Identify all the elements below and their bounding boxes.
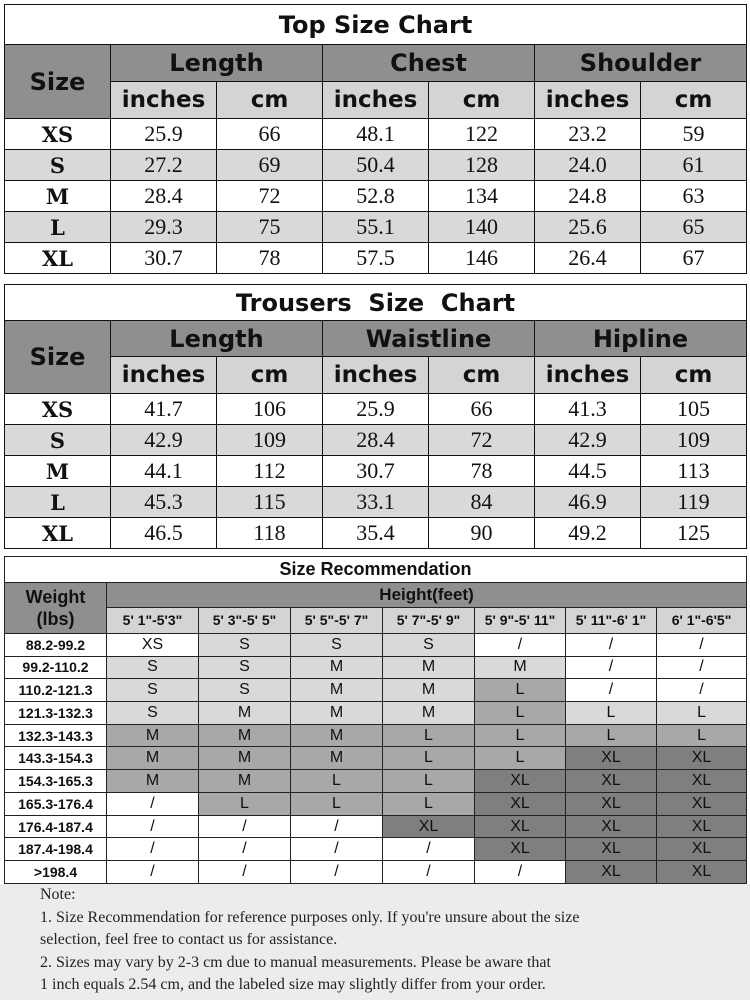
recommended-size-cell: XL	[566, 838, 657, 861]
unit-cm: cm	[217, 357, 323, 394]
measurement-cell: 48.1	[323, 119, 429, 150]
size-row	[5, 487, 747, 518]
recommended-size-cell: M	[383, 679, 475, 702]
measurement-cell: 25.9	[111, 119, 217, 150]
recommended-size-cell: M	[383, 656, 475, 679]
recommended-size-cell: M	[291, 724, 383, 747]
measurement-cell: 25.9	[323, 394, 429, 425]
length-header: Length	[111, 321, 323, 357]
recommended-size-cell: L	[199, 792, 291, 815]
recommended-size-cell: /	[657, 633, 747, 656]
weight-row	[5, 792, 747, 815]
weight-header: Weight (lbs)	[5, 583, 107, 634]
size-row	[5, 150, 747, 181]
recommended-size-cell: S	[107, 656, 199, 679]
measurement-cell: 26.4	[535, 243, 641, 274]
measurement-cell: 61	[641, 150, 747, 181]
measurement-cell: 49.2	[535, 518, 641, 549]
recommended-size-cell: L	[383, 747, 475, 770]
recommended-size-cell: XL	[475, 838, 566, 861]
size-cell: XL	[5, 243, 111, 274]
height-range-header: 5' 3"-5' 5"	[199, 607, 291, 633]
recommended-size-cell: M	[199, 770, 291, 793]
measurement-cell: 106	[217, 394, 323, 425]
weight-row	[5, 633, 747, 656]
note-line: selection, feel free to contact us for assistance.	[40, 931, 338, 948]
unit-cm: cm	[641, 82, 747, 119]
recommended-size-cell: L	[657, 724, 747, 747]
measurement-cell: 24.8	[535, 181, 641, 212]
measurement-cell: 109	[641, 425, 747, 456]
measurement-cell: 90	[429, 518, 535, 549]
note-line: 1 inch equals 2.54 cm, and the labeled size may slightly differ from your order.	[40, 976, 546, 993]
size-row	[5, 456, 747, 487]
recommended-size-cell: L	[566, 724, 657, 747]
measurement-cell: 42.9	[535, 425, 641, 456]
notes-heading: Note:	[40, 886, 76, 903]
size-header: Size	[5, 45, 111, 119]
unit-cm: cm	[429, 82, 535, 119]
recommended-size-cell: M	[291, 679, 383, 702]
measurement-cell: 105	[641, 394, 747, 425]
hipline-header: Hipline	[535, 321, 747, 357]
size-row	[5, 181, 747, 212]
measurement-cell: 109	[217, 425, 323, 456]
recommended-size-cell: XL	[657, 747, 747, 770]
measurement-cell: 52.8	[323, 181, 429, 212]
recommended-size-cell: XL	[383, 815, 475, 838]
size-row	[5, 212, 747, 243]
size-cell: XL	[5, 518, 111, 549]
weight-range-cell: 143.3-154.3	[5, 747, 107, 770]
height-range-header: 5' 7"-5' 9"	[383, 607, 475, 633]
trousers-chart-body	[5, 394, 747, 549]
recommended-size-cell: /	[199, 815, 291, 838]
recommended-size-cell: /	[566, 656, 657, 679]
weight-range-cell: 99.2-110.2	[5, 656, 107, 679]
weight-row	[5, 747, 747, 770]
size-cell: L	[5, 212, 111, 243]
measurement-cell: 46.9	[535, 487, 641, 518]
measurement-cell: 78	[217, 243, 323, 274]
measurement-cell: 30.7	[111, 243, 217, 274]
measurement-cell: 113	[641, 456, 747, 487]
weight-range-cell: 132.3-143.3	[5, 724, 107, 747]
top-chart-body	[5, 119, 747, 274]
weight-row	[5, 770, 747, 793]
recommended-size-cell: L	[657, 702, 747, 725]
size-row	[5, 119, 747, 150]
recommended-size-cell: XL	[566, 815, 657, 838]
recommended-size-cell: XL	[657, 861, 747, 884]
recommended-size-cell: /	[107, 792, 199, 815]
recommended-size-cell: S	[199, 656, 291, 679]
recommended-size-cell: /	[475, 861, 566, 884]
measurement-cell: 33.1	[323, 487, 429, 518]
measurement-cell: 28.4	[111, 181, 217, 212]
trousers-chart-title: Trousers Size Chart	[5, 285, 747, 321]
measurement-cell: 66	[217, 119, 323, 150]
measurement-cell: 25.6	[535, 212, 641, 243]
measurement-cell: 44.1	[111, 456, 217, 487]
measurement-cell: 72	[429, 425, 535, 456]
recommended-size-cell: /	[383, 838, 475, 861]
recommended-size-cell: M	[475, 656, 566, 679]
unit-inches: inches	[535, 82, 641, 119]
notes-section	[0, 884, 750, 1000]
height-header: Height(feet)	[107, 583, 747, 607]
waistline-header: Waistline	[323, 321, 535, 357]
recommended-size-cell: /	[291, 838, 383, 861]
unit-inches: inches	[535, 357, 641, 394]
unit-inches: inches	[111, 357, 217, 394]
recommended-size-cell: XL	[566, 770, 657, 793]
length-header: Length	[111, 45, 323, 82]
recommended-size-cell: L	[383, 770, 475, 793]
recommended-size-cell: L	[383, 792, 475, 815]
measurement-cell: 41.3	[535, 394, 641, 425]
recommended-size-cell: L	[475, 747, 566, 770]
size-header: Size	[5, 321, 111, 394]
recommended-size-cell: XL	[475, 770, 566, 793]
recommended-size-cell: /	[291, 861, 383, 884]
weight-row	[5, 724, 747, 747]
recommendation-body	[5, 633, 747, 883]
recommended-size-cell: L	[291, 792, 383, 815]
height-range-header: 6' 1"-6'5"	[657, 607, 747, 633]
recommended-size-cell: /	[566, 633, 657, 656]
measurement-cell: 118	[217, 518, 323, 549]
recommended-size-cell: XS	[107, 633, 199, 656]
recommended-size-cell: L	[475, 679, 566, 702]
measurement-cell: 45.3	[111, 487, 217, 518]
recommended-size-cell: M	[291, 747, 383, 770]
height-range-header: 5' 1"-5'3"	[107, 607, 199, 633]
recommended-size-cell: M	[199, 747, 291, 770]
measurement-cell: 119	[641, 487, 747, 518]
top-size-chart	[4, 4, 747, 274]
measurement-cell: 67	[641, 243, 747, 274]
recommended-size-cell: S	[107, 702, 199, 725]
recommended-size-cell: /	[383, 861, 475, 884]
weight-row	[5, 679, 747, 702]
recommended-size-cell: /	[107, 861, 199, 884]
recommended-size-cell: /	[199, 838, 291, 861]
measurement-cell: 112	[217, 456, 323, 487]
size-row	[5, 394, 747, 425]
weight-range-cell: 154.3-165.3	[5, 770, 107, 793]
measurement-cell: 125	[641, 518, 747, 549]
recommended-size-cell: M	[107, 724, 199, 747]
measurement-cell: 128	[429, 150, 535, 181]
recommended-size-cell: S	[199, 633, 291, 656]
recommended-size-cell: XL	[566, 747, 657, 770]
recommended-size-cell: /	[657, 656, 747, 679]
measurement-cell: 72	[217, 181, 323, 212]
size-cell: M	[5, 456, 111, 487]
size-cell: S	[5, 425, 111, 456]
weight-range-cell: 88.2-99.2	[5, 633, 107, 656]
recommended-size-cell: S	[107, 679, 199, 702]
note-line: 2. Sizes may vary by 2-3 cm due to manual measurements. Please be aware that	[40, 953, 551, 971]
recommended-size-cell: XL	[657, 792, 747, 815]
measurement-cell: 65	[641, 212, 747, 243]
measurement-cell: 63	[641, 181, 747, 212]
recommended-size-cell: /	[291, 815, 383, 838]
recommended-size-cell: XL	[657, 815, 747, 838]
weight-range-cell: 187.4-198.4	[5, 838, 107, 861]
recommended-size-cell: S	[291, 633, 383, 656]
measurement-cell: 146	[429, 243, 535, 274]
measurement-cell: 24.0	[535, 150, 641, 181]
shoulder-header: Shoulder	[535, 45, 747, 82]
size-row	[5, 425, 747, 456]
weight-row	[5, 702, 747, 725]
measurement-cell: 57.5	[323, 243, 429, 274]
recommended-size-cell: XL	[475, 792, 566, 815]
measurement-cell: 50.4	[323, 150, 429, 181]
measurement-cell: 84	[429, 487, 535, 518]
measurement-cell: 55.1	[323, 212, 429, 243]
weight-range-cell: 165.3-176.4	[5, 792, 107, 815]
unit-inches: inches	[323, 357, 429, 394]
chest-header: Chest	[323, 45, 535, 82]
recommended-size-cell: S	[199, 679, 291, 702]
size-cell: XS	[5, 394, 111, 425]
recommended-size-cell: XL	[475, 815, 566, 838]
weight-range-cell: 110.2-121.3	[5, 679, 107, 702]
size-row	[5, 243, 747, 274]
recommended-size-cell: /	[199, 861, 291, 884]
note-line: 1. Size Recommendation for reference purposes only. If you're unsure about the size	[40, 908, 580, 926]
recommended-size-cell: L	[475, 702, 566, 725]
recommended-size-cell: XL	[657, 838, 747, 861]
recommended-size-cell: S	[383, 633, 475, 656]
measurement-cell: 35.4	[323, 518, 429, 549]
height-range-header: 5' 9"-5' 11"	[475, 607, 566, 633]
recommended-size-cell: /	[107, 838, 199, 861]
size-cell: M	[5, 181, 111, 212]
recommended-size-cell: XL	[566, 861, 657, 884]
unit-cm: cm	[429, 357, 535, 394]
measurement-cell: 30.7	[323, 456, 429, 487]
measurement-cell: 29.3	[111, 212, 217, 243]
recommended-size-cell: L	[383, 724, 475, 747]
measurement-cell: 78	[429, 456, 535, 487]
recommended-size-cell: L	[566, 702, 657, 725]
weight-range-cell: 121.3-132.3	[5, 702, 107, 725]
measurement-cell: 140	[429, 212, 535, 243]
measurement-cell: 23.2	[535, 119, 641, 150]
unit-inches: inches	[111, 82, 217, 119]
recommended-size-cell: M	[199, 702, 291, 725]
weight-row	[5, 838, 747, 861]
weight-row	[5, 656, 747, 679]
measurement-cell: 44.5	[535, 456, 641, 487]
measurement-cell: 115	[217, 487, 323, 518]
height-range-header: 5' 11"-6' 1"	[566, 607, 657, 633]
recommended-size-cell: M	[107, 747, 199, 770]
top-chart-title: Top Size Chart	[5, 5, 747, 45]
recommended-size-cell: M	[107, 770, 199, 793]
weight-range-cell: 176.4-187.4	[5, 815, 107, 838]
size-cell: XS	[5, 119, 111, 150]
recommended-size-cell: XL	[566, 792, 657, 815]
size-row	[5, 518, 747, 549]
recommended-size-cell: L	[475, 724, 566, 747]
recommended-size-cell: /	[566, 679, 657, 702]
recommended-size-cell: M	[291, 656, 383, 679]
weight-row	[5, 815, 747, 838]
size-recommendation-table	[4, 556, 747, 884]
height-range-header: 5' 5"-5' 7"	[291, 607, 383, 633]
trousers-size-chart	[4, 284, 747, 549]
recommended-size-cell: /	[657, 679, 747, 702]
measurement-cell: 69	[217, 150, 323, 181]
recommended-size-cell: M	[199, 724, 291, 747]
measurement-cell: 28.4	[323, 425, 429, 456]
measurement-cell: 27.2	[111, 150, 217, 181]
recommended-size-cell: M	[291, 702, 383, 725]
recommended-size-cell: /	[475, 633, 566, 656]
measurement-cell: 42.9	[111, 425, 217, 456]
size-cell: S	[5, 150, 111, 181]
recommended-size-cell: /	[107, 815, 199, 838]
weight-range-cell: >198.4	[5, 861, 107, 884]
recommended-size-cell: XL	[657, 770, 747, 793]
measurement-cell: 46.5	[111, 518, 217, 549]
measurement-cell: 66	[429, 394, 535, 425]
measurement-cell: 122	[429, 119, 535, 150]
recommendation-title: Size Recommendation	[5, 557, 747, 583]
measurement-cell: 134	[429, 181, 535, 212]
unit-cm: cm	[641, 357, 747, 394]
measurement-cell: 59	[641, 119, 747, 150]
unit-cm: cm	[217, 82, 323, 119]
measurement-cell: 75	[217, 212, 323, 243]
measurement-cell: 41.7	[111, 394, 217, 425]
weight-row	[5, 861, 747, 884]
size-cell: L	[5, 487, 111, 518]
recommended-size-cell: M	[383, 702, 475, 725]
unit-inches: inches	[323, 82, 429, 119]
recommended-size-cell: L	[291, 770, 383, 793]
